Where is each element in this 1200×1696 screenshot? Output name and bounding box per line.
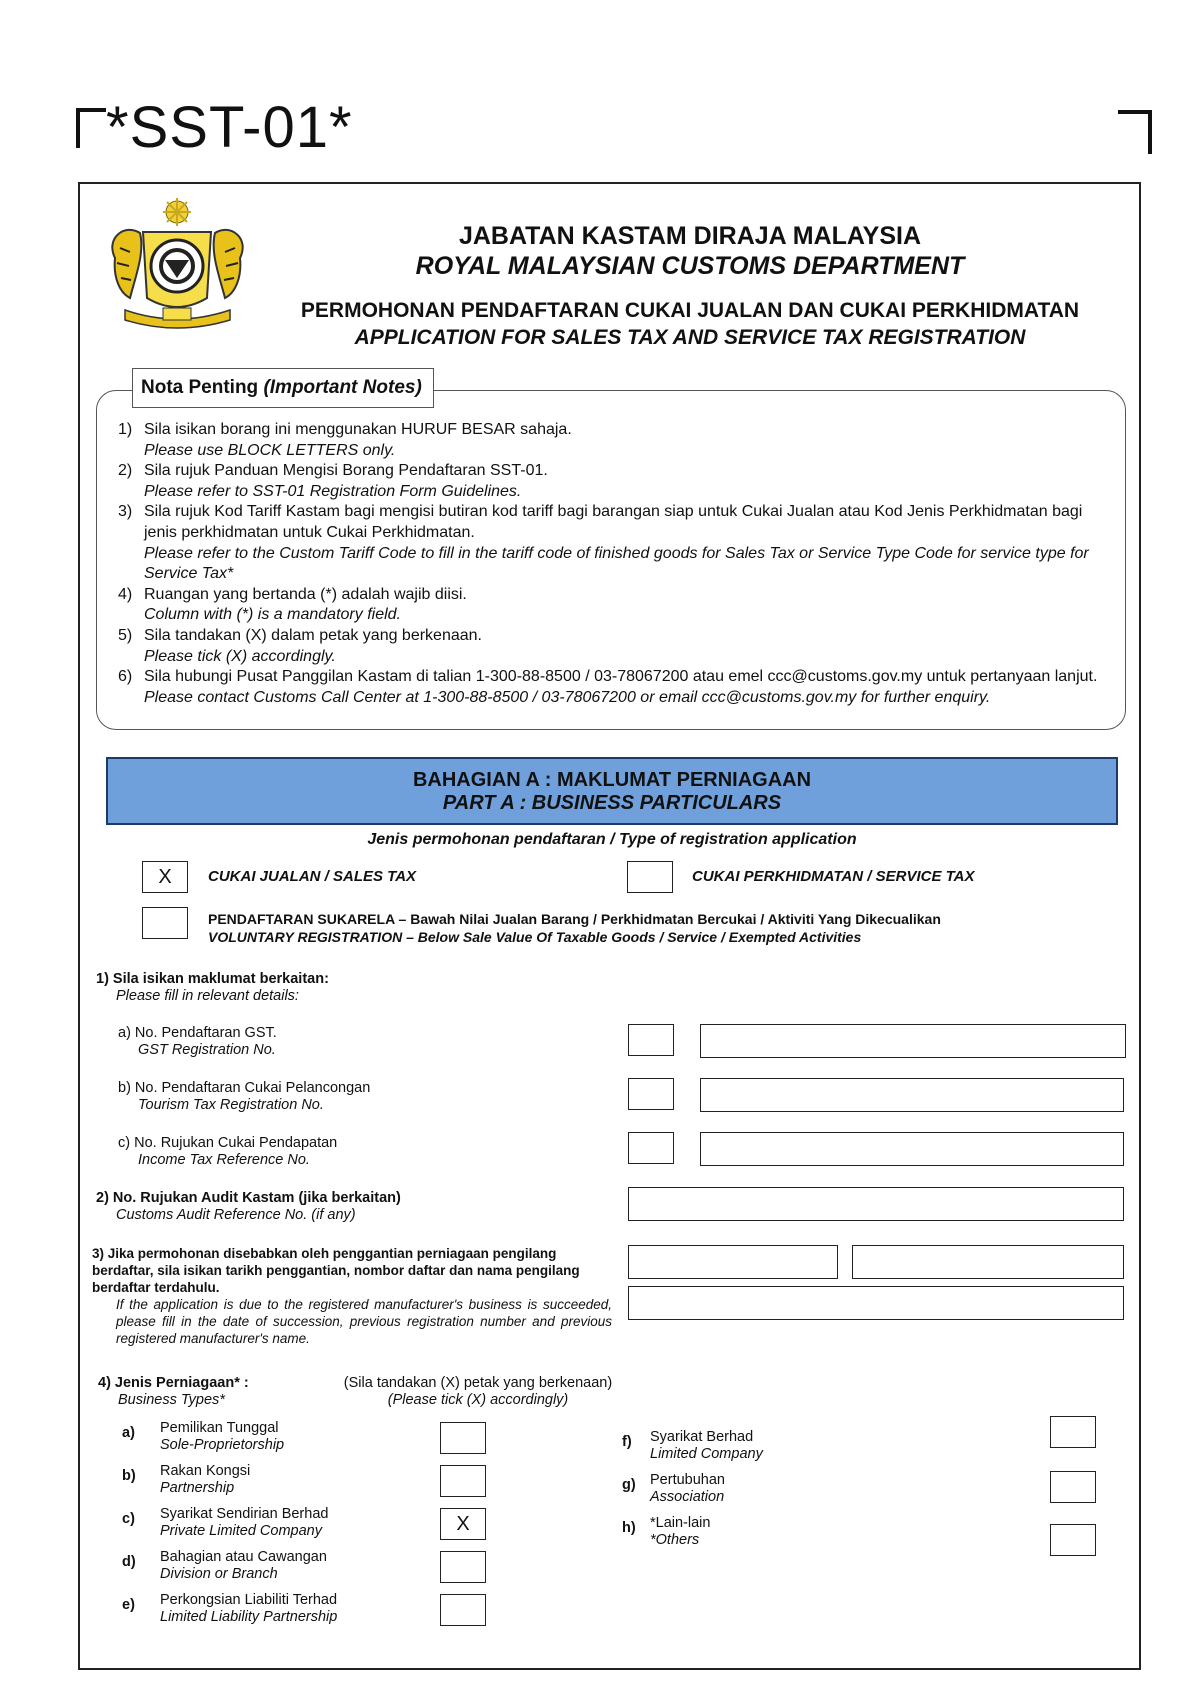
- customs-audit-reference-field[interactable]: [628, 1187, 1124, 1221]
- association-checkbox[interactable]: [1050, 1471, 1096, 1503]
- business-type-letter: b): [122, 1468, 136, 1484]
- limited-company-checkbox[interactable]: [1050, 1416, 1096, 1448]
- previous-manufacturer-name-field[interactable]: [628, 1286, 1124, 1320]
- corner-mark-top-right: [1118, 110, 1152, 154]
- note-item: 5) Sila tandakan (X) dalam petak yang berkenaan. Please tick (X) accordingly.: [118, 626, 482, 665]
- business-type-letter: g): [622, 1477, 636, 1493]
- form-code: *SST-01*: [106, 95, 353, 160]
- division-or-branch-checkbox[interactable]: [440, 1551, 486, 1583]
- department-name-en: ROYAL MALAYSIAN CUSTOMS DEPARTMENT: [415, 252, 965, 280]
- private-limited-company-checkbox[interactable]: X: [440, 1508, 486, 1540]
- important-notes-title: Nota Penting (Important Notes): [132, 368, 434, 408]
- business-type-label: *Lain-lain *Others: [650, 1515, 711, 1548]
- income-tax-prefix-field[interactable]: [628, 1132, 674, 1164]
- note-item: 6) Sila hubungi Pusat Panggilan Kastam di talian 1-300-88-8500 / 03-78067200 atau emel ccc@customs.gov.my untuk pertanyaan lanjut. Please contact Customs Call Center at 1-300-88-8500 / 03-78067200 or email ccc@customs.gov.my for further enquiry.: [118, 668, 1098, 706]
- business-type-letter: c): [122, 1511, 135, 1527]
- part-a-title-ms: BAHAGIAN A : MAKLUMAT PERNIAGAAN: [412, 769, 812, 791]
- question-2: 2) No. Rujukan Audit Kastam (jika berkaitan) Customs Audit Reference No. (if any): [96, 1190, 401, 1223]
- form-title-en: APPLICATION FOR SALES TAX AND SERVICE TAX REGISTRATION: [354, 326, 1026, 349]
- business-type-letter: d): [122, 1554, 136, 1570]
- voluntary-registration-label: PENDAFTARAN SUKARELA – Bawah Nilai Jualan Barang / Perkhidmatan Bercukai / Aktiviti Yang Dikecualikan VOLUNTARY REGISTRATION – Below Sale Value Of Taxable Goods / Service / Exempted Activities: [208, 911, 941, 945]
- tourism-tax-registration-field[interactable]: [700, 1078, 1124, 1112]
- business-type-label: Pemilikan Tunggal Sole-Proprietorship: [160, 1420, 285, 1453]
- question-3: 3) Jika permohonan disebabkan oleh penggantian perniagaan pengilang berdaftar, sila isikan tarikh penggantian, nombor daftar dan nama pengilang berdaftar terdahulu. If the application is due to the registered manufacturer's business is succeeded, please fill in the date of succession, previous registration number and previous registered manufacturer's name.: [92, 1246, 612, 1346]
- voluntary-registration-checkbox[interactable]: [142, 907, 188, 939]
- part-a-banner: [106, 757, 1118, 825]
- registration-type-label: Jenis permohonan pendaftaran / Type of registration application: [367, 831, 857, 848]
- previous-registration-number-field[interactable]: [852, 1245, 1124, 1279]
- income-tax-reference-field[interactable]: [700, 1132, 1124, 1166]
- service-tax-checkbox[interactable]: [627, 861, 673, 893]
- corner-mark-top-left: [76, 108, 106, 148]
- limited-liability-partnership-checkbox[interactable]: [440, 1594, 486, 1626]
- gst-registration-prefix-field[interactable]: [628, 1024, 674, 1056]
- question-1a: a) No. Pendaftaran GST. GST Registration No.: [118, 1025, 277, 1058]
- business-type-label: Syarikat Berhad Limited Company: [650, 1429, 763, 1462]
- business-type-label: Perkongsian Liabiliti Terhad Limited Liability Partnership: [160, 1592, 338, 1625]
- business-type-label: Pertubuhan Association: [650, 1472, 725, 1505]
- business-type-label: Rakan Kongsi Partnership: [160, 1463, 251, 1496]
- part-a-title-en: PART A : BUSINESS PARTICULARS: [442, 792, 782, 814]
- sales-tax-checkbox[interactable]: X: [142, 861, 188, 893]
- service-tax-label: CUKAI PERKHIDMATAN / SERVICE TAX: [692, 868, 975, 885]
- sales-tax-label: CUKAI JUALAN / SALES TAX: [208, 868, 417, 885]
- business-type-letter: h): [622, 1520, 636, 1536]
- gst-registration-number-field[interactable]: [700, 1024, 1126, 1058]
- business-type-letter: e): [122, 1597, 135, 1613]
- business-type-letter: a): [122, 1425, 135, 1441]
- others-checkbox[interactable]: [1050, 1524, 1096, 1556]
- note-item: 3) Sila rujuk Kod Tariff Kastam bagi mengisi butiran kod tariff bagi barangan siap untuk Cukai Jualan atau Kod Jenis Perkhidmatan bagi jenis perkhidmatan untuk Cukai Perkhidmatan. Please refer to the Custom Tariff Code to fill in the tariff code of finished goods for Sales Tax or Service Type Code for service type for Service Tax*: [118, 503, 1089, 583]
- note-item: 2) Sila rujuk Panduan Mengisi Borang Pendaftaran SST-01. Please refer to SST-01 Registration Form Guidelines.: [118, 462, 548, 500]
- succession-date-field[interactable]: [628, 1245, 838, 1279]
- sole-proprietorship-checkbox[interactable]: [440, 1422, 486, 1454]
- partnership-checkbox[interactable]: [440, 1465, 486, 1497]
- question-1b: b) No. Pendaftaran Cukai Pelancongan Tourism Tax Registration No.: [118, 1080, 371, 1113]
- department-name-ms: JABATAN KASTAM DIRAJA MALAYSIA: [458, 222, 922, 250]
- business-type-letter: f): [622, 1434, 632, 1450]
- important-notes-list: [118, 420, 1118, 708]
- business-type-label: Syarikat Sendirian Berhad Private Limited Company: [160, 1506, 329, 1539]
- question-1: 1) Sila isikan maklumat berkaitan: Please fill in relevant details:: [96, 971, 329, 1004]
- business-type-label: Bahagian atau Cawangan Division or Branch: [160, 1549, 327, 1582]
- note-item: 1) Sila isikan borang ini menggunakan HURUF BESAR sahaja. Please use BLOCK LETTERS only.: [118, 421, 572, 459]
- question-4-hint: (Sila tandakan (X) petak yang berkenaan) (Please tick (X) accordingly): [343, 1375, 613, 1408]
- form-title-ms: PERMOHONAN PENDAFTARAN CUKAI JUALAN DAN CUKAI PERKHIDMATAN: [300, 299, 1080, 322]
- coat-of-arms-crest: [95, 198, 260, 338]
- note-item: 4) Ruangan yang bertanda (*) adalah wajib diisi. Column with (*) is a mandatory field.: [118, 585, 467, 624]
- question-1c: c) No. Rujukan Cukai Pendapatan Income Tax Reference No.: [118, 1135, 338, 1168]
- question-4: 4) Jenis Perniagaan* : Business Types*: [98, 1375, 249, 1408]
- tourism-tax-prefix-field[interactable]: [628, 1078, 674, 1110]
